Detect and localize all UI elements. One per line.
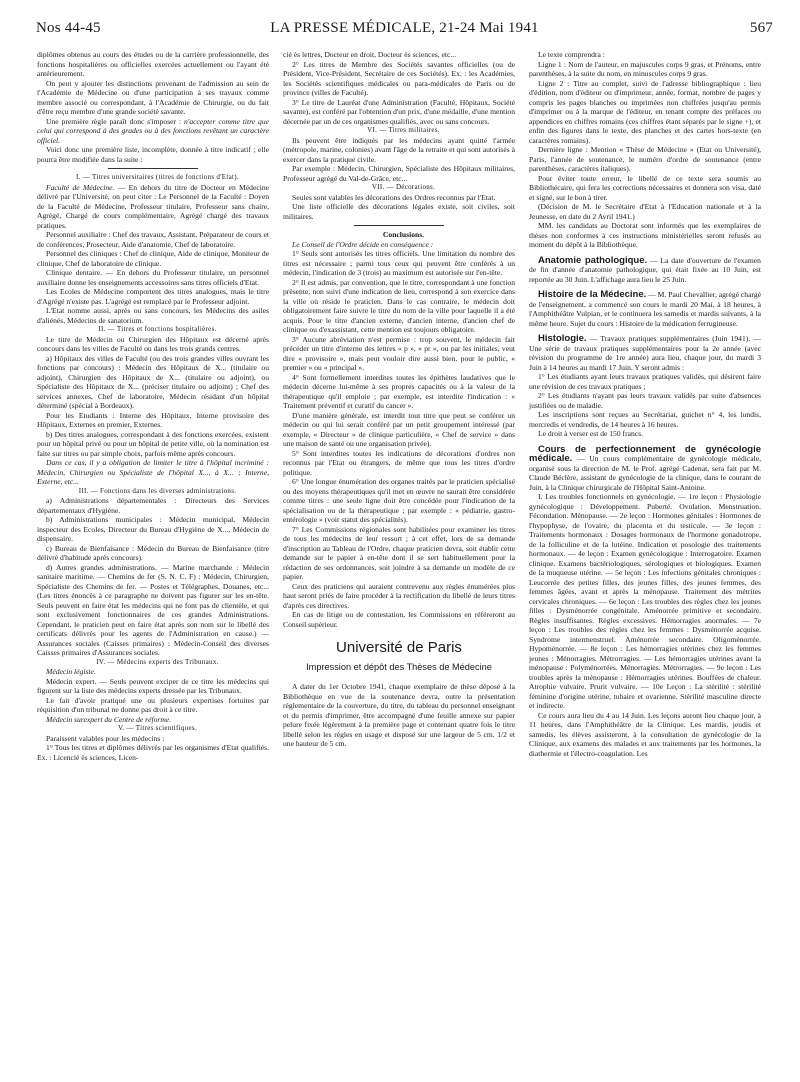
paragraph: 1° Tous les titres et diplômes délivrés par les organismes d'Etat qualifiés. Ex. : Licencié ès sciences, Licen- <box>37 743 269 762</box>
journal-title: LA PRESSE MÉDICALE, 21-24 Mai 1941 <box>270 20 539 36</box>
section-heading: V. — Titres scientifiques. <box>117 724 198 732</box>
paragraph: Médecin surexpert du Centre de réforme. <box>46 714 172 724</box>
paragraph: L'Etat nomme aussi, après ou sans concours, les Médecins des asiles d'aliénés, Médecins de sanatorium. <box>37 306 269 325</box>
paragraph: MM. les candidats au Doctorat sont informés que les exemplaires de thèses non conformes à ces instructions ministérielles seront refusés au moment du dépôt à la Bibliothèque. <box>529 221 761 249</box>
page-number: 567 <box>749 20 773 36</box>
paragraph: Dernière ligne : Mention « Thèse de Médecine » (Etat ou Université), Paris, l'année de soutenance, le numéro d'ordre de soutenance (entre parenthèses, caractères italiques). <box>529 145 761 173</box>
paragraph: Le Conseil de l'Ordre décide en conséquence : <box>292 239 434 249</box>
column-middle <box>283 50 515 749</box>
paragraph: I. Les troubles fonctionnels en gynécologie. — 1re leçon : Physiologie gynécologique : Développement. Puberté. Ovulation. Menstruation. Fécondation. Ménopause. — 2e leçon : Hormones génitales : Hormones de l'hypophyse, de l'ovaire, du placenta et du testicule. — 3e leçon : Traitements hormonaux : Dosages hormonaux de l'hormone gonadotrope, de la folliculine et de la lutéine. Indication et posologie des traitements hormonaux. — 4e leçon : Examen gynécologique : Interrogatoire. Examen clinique. Examens bactériologiques, sérologiques et biologiques. Examen de la muqueuse utérine. — 5e leçon : Les infections génitales chroniques : Leucorrée des petites filles, des jeunes filles, des jeunes femmes, des femmes âgées, avant et après la ménopause. Traitement des métrites cervicales chroniques. — 6e leçon : Les troubles des règles chez les jeunes filles : Dysménorrée congénitale. Aménorrée primitive et secondaire. Règles insuffisantes. Règles excessives. Hémorragies anormales. — 7e leçon : Les troubles des règles chez les femmes : Dysménorrée acquise. Syndrome intermenstruel. Aménorrée secondaire. Oligoménorrée. Hypoménorrée. — 8e leçon : Les hémorragies utérines chez les femmes jeunes : Ménorragies. Métrorragies. — Les hémorragies utérines avant la ménopause : Polyménorrées. Ménorragies. Métrorragies. — 9e leçon : Les troubles après la ménopause : Hémorragies utérines. Bouffées de chaleur. Atrophie vulvaire. Prurit vulvaire. — 10e Leçon : La stérilité : stérilité féminine d'origine utérine, tubaire et ovarienne. Stérilité masculine directe et indirecte. <box>529 492 761 710</box>
paragraph: Le fait d'avoir pratiqué une ou plusieurs expertises fortuites par réquisition d'un tribunal ne donne pas droit à ce titre. <box>37 695 269 714</box>
paragraph: 2° Les titres de Membre des Sociétés savantes officielles (ou de Président, Vice-Président, Secrétaire de ces Sociétés). Ex. : les Académies, les Sociétés scientifiques médicales ou para-médicales de Paris ou de province (villes de Faculté). <box>283 59 515 97</box>
paragraph: b) Administrations municipales : Médecin municipal, Médecin inspecteur des Ecoles, Directeur du Bureau d'Hygiène de X..., Médecin de dispensaire. <box>37 515 269 543</box>
paragraph: cié ès lettres, Docteur en droit, Docteur ès sciences, etc... <box>283 50 457 59</box>
paragraph: Paraissent valables pour les médecins : <box>46 733 165 743</box>
paragraph: 7° Les Commissions régionales sont habilitées pour examiner les titres de tous les médecins de leur ressort ; à cet effet, lors de sa demande d'inscription au Tableau de l'Ordre, chaque praticien devra, soit établir cette demande sur le papier à en-tête dont il se sert habituellement pour la rédaction de ses ordonnances, soit joindre à sa demande un modèle de ce papier. <box>283 524 515 581</box>
conclusions-heading: Conclusions. <box>382 230 425 239</box>
paragraph: 1° Les étudiants ayant leurs travaux pratiques validés, qui désirent faire une révision de ces travaux pratiques ; <box>529 372 761 391</box>
paragraph: c) Bureau de Bienfaisance : Médecin du Bureau de Bienfaisance (titre délivré d'habitude après concours). <box>37 543 269 562</box>
paragraph: diplômes obtenus au cours des études ou de la carrière professionnelle, des fonctions hospitalières ou officielles exercées actuellement ou l'ayant été antérieurement. <box>37 50 269 78</box>
section-heading: IV. — Médecins experts des Tribunaux. <box>96 657 219 666</box>
paragraph: Une première règle paraît donc s'imposer : n'accepter comme titre que celui qui correspond à des grades ou à des fonctions revêtant un caractère officiel. <box>37 116 269 145</box>
paragraph: Personnel des cliniques : Chef de clinique, Aide de clinique, Moniteur de clinique, Chef de laboratoire de clinique. <box>37 249 269 268</box>
paragraph: 2° Il est admis, par convention, que le titre, correspondant à une fonction présente, non suivi d'une indication de lieu, correspond à son exercice dans la ville où réside le praticien. Dans le cas contraire, le médecin doit obligatoirement faire suivre le titre du nom de la ville pour laquelle il a été acquis. Pour le titre d'ancien externe, d'ancien interne, d'ancien chef de clinique ou d'exassistant, cette mention est toujours obligatoire. <box>283 277 515 334</box>
paragraph: Ligne 1 : Nom de l'auteur, en majuscules corps 9 gras, et Prénoms, entre parenthèses, à la suite du nom, en minuscules corps 9 gras. <box>529 59 761 78</box>
paragraph: Voici donc une première liste, incomplète, donnée à titre indicatif ; elle pourra être modifiée dans la suite : <box>37 145 269 164</box>
section-heading: I. — Titres universitaires (titres de fonctions d'Etat). <box>76 173 239 181</box>
paragraph: Médecin expert. — Seuls peuvent exciper de ce titre les médecins qui figurent sur la liste des médecins experts dressée par les Tribunaux. <box>37 676 269 695</box>
section-heading: VII. — Décorations. <box>371 183 436 191</box>
paragraph: a) Hôpitaux des villes de Faculté (ou des trois grandes villes ouvrant les fonctions par concours) : Médecin des Hôpitaux de X... (titulaire ou adjoint), Chirurgien des Hôpitaux de X... (titulaire ou adjoint), ou Spécialiste des Hôpitaux de X... (préciser titulaire ou adjoint) ; Chef des services annexes, Chef de laboratoire, Médecin résidant d'un hôpital déterminé (spécial à Bordeaux). <box>37 353 269 410</box>
gynecologie-entry: Cours de perfectionnement de gynécologie médicale. — Un cours complémentaire de gynécologie médicale, organisé sous la direction de M. le Prof. agrégé Cadenat, sera fait par M. Claude Béclère, assistant de gynécologie de la clinique, dans le courant de Juin, à la Clinique chirurgicale de l'Hôpital Saint-Antoine. <box>529 443 761 492</box>
paragraph: 1° Seuls sont autorisés les titres officiels. Une limitation du nombre des titres est nécessaire ; parmi tous ceux qui peuvent être conférés à un médecin, l'indication de 3 (trois) au maximum est autorisée sur l'en-tête. <box>283 249 515 277</box>
theses-subheading: Impression et dépôt des Thèses de Médecine <box>306 661 492 672</box>
divider <box>108 168 198 169</box>
paragraph: Pour les Etudiants : Interne des Hôpitaux, Interne provisoire des Hôpitaux, Externes en premier, Externes. <box>37 410 269 429</box>
section-heading: VI. — Titres militaires. <box>367 126 440 134</box>
paragraph: Médecin légiste. <box>46 667 96 676</box>
paragraph: 2° Les étudiants n'ayant pas leurs travaux validés par suite d'absences justifiées ou de maladie. <box>529 391 761 410</box>
paragraph: Ceux des praticiens qui auraient contrevenu aux règles énumérées plus haut seront priés de faire procéder à la rectification du libellé de leurs titres d'après ces directives. <box>283 581 515 610</box>
anatomie-entry: Anatomie pathologique. — La date d'ouverture de l'examen de fin d'année d'anatomie pathologique, qui était fixée au 10 Juin, est reportée au 30 Juin. L'affichage aura lieu le 25 Juin. <box>529 254 761 284</box>
paragraph: Ils peuvent être indiqués par les médecins ayant quitté l'armée (métropole, marine, colonies) avant l'âge de la retraite et qui sont autorisés à exercer dans la pratique civile. <box>283 135 515 164</box>
paragraph: Les inscriptions sont reçues au Secrétariat, guichet n° 4, les lundis, mercredis et vendredis, de 14 heures à 16 heures. <box>529 410 761 429</box>
paragraph: Pour éviter toute erreur, le libellé de ce texte sera soumis au Bibliothécaire, qui fera les corrections nécessaires et donnera son visa, daté et signé, sur le bon à tirer. <box>529 173 761 202</box>
column-right <box>529 50 761 758</box>
paragraph: 3° Aucune abréviation n'est permise : trop souvent, le médecin fait précéder un titre d'interne des lettres « p », « pr », ou par les initiales, veut dire « provisoire », mais peut vouloir dire aussi bien, pour le public, « premier » ou « principal ». <box>283 334 515 372</box>
paragraph: 4° Sont formellement interdites toutes les épithètes laudatives que le médecin décerne lui-même à ses propres capacités ou à la valeur de la thérapeutique qu'il emploie ; par exemple, est interdite l'indication : « Traitement préventif et curatif du cancer ». <box>283 372 515 410</box>
section-heading: II. — Titres et fonctions hospitalières. <box>98 325 217 333</box>
page-header <box>36 20 773 40</box>
section-heading: III. — Fonctions dans les diverses administrations. <box>78 486 237 495</box>
paragraph: A dater du 1er Octobre 1941, chaque exemplaire de thèse déposé à la Bibliothèque en vue de la soutenance devra, outre la présentation réglementaire de la couverture, du titre, du tableau du personnel enseignant et du permis d'imprimer, être accompagné d'une feuille annexe sur papier pelure fixée légèrement à la première page et contenant quatre fois le titre libellé selon les règles en usage et disposé sur une largeur de 5 cm. 1/2 et une hauteur de 5 cm. <box>283 682 515 748</box>
paragraph: Le texte comprendra : <box>538 50 605 59</box>
university-heading: Université de Paris <box>336 639 462 656</box>
paragraph: En cas de litige ou de contestation, les Commissions en référeront au Conseil supérieur. <box>283 610 515 629</box>
paragraph: Ce cours aura lieu du 4 au 14 Juin. Les leçons auront lieu chaque jour, à 11 heures, dans l'Amphithéâtre de la Clinique. Les mardis, jeudis et samedis, les élèves assisteront, à la consultation de gynécologie de la Clinique, aux examens des malades et aux traitements par les hormones, la diathermie et l'électro-coagulation. Les <box>529 710 761 758</box>
paragraph: b) Des titres analogues, correspondant à des fonctions exercées, existent pour un hôpital privé ou pour un hôpital de petite ville, où la nomination est faite sur titres ou par simple choix, parfois même après concours. <box>37 429 269 458</box>
paragraph: Personnel auxiliaire : Chef des travaux, Assistant, Préparateur de cours et de conférences, Prosecteur, Aide d'anatomie, Chef de laboratoire. <box>37 230 269 249</box>
paragraph: Clinique dentaire. — En dehors du Professeur titulaire, un personnel auxiliaire donne les enseignements accessoires sans titres officiels d'Etat. <box>37 268 269 287</box>
paragraph: Le titre de Médecin ou Chirurgien des Hôpitaux est décerné après concours dans les villes de Faculté ou dans les trois grands centres. <box>37 334 269 353</box>
paragraph: Dans ce cas, il y a obligation de limiter le titre à l'hôpital incriminé : Médecin, Chirurgien ou Spécialiste de l'hôpital X..., à X... ; Interne, Externe, etc... <box>37 458 269 486</box>
paragraph: On peut y ajouter les distinctions provenant de l'admission au sein de l'Académie de Médecine ou d'une participation à ses travaux comme membre associé ou correspondant, à l'Académie de Chirurgie, ou du fait d'être reçu membre d'une grande société savante. <box>37 78 269 116</box>
paragraph: Une liste officielle des décorations légales existe, soit civiles, soit militaires. <box>283 202 515 221</box>
paragraph: D'une manière générale, est interdit tout titre que peut se conférer un médecin ou qui lui serait conféré par un petit groupement intéressé (par exemple, « Directeur » de clinique particulière, « Chef de service » dans une maison de santé ou une organisation privée). <box>283 410 515 448</box>
paragraph: (Décision de M. le Secrétaire d'Etat à l'Education nationale et à la Jeunesse, en date du 2 Avril 1941.) <box>529 202 761 221</box>
paragraph: Par exemple : Médecin, Chirurgien, Spécialiste des Hôpitaux militaires, Professeur agrégé du Val-de-Grâce, etc... <box>283 164 515 183</box>
paragraph: Les Ecoles de Médecine comportent des titres analogues, mais le titre d'Agrégé n'existe pas. L'agrégé est remplacé par le Professeur adjoint. <box>37 287 269 306</box>
paragraph: Seules sont valables les décorations des Ordres reconnus par l'Etat. <box>292 192 496 202</box>
histologie-entry: Histologie. — Travaux pratiques supplémentaires (Juin 1941). — Une série de travaux pratiques supplémentaires pour la 2e année (avec révision du programme de 1re année) aura lieu, chaque jour, du mardi 3 Juin à 14 heures au mardi 17 Juin. Y seront admis : <box>529 333 761 372</box>
issue-number: Nos 44-45 <box>36 20 101 36</box>
divider <box>354 225 444 226</box>
paragraph: 3° Le titre de Lauréat d'une Administration (Faculté, Hôpitaux, Société savante), est conféré par l'obtention d'un prix, d'une médaille, d'une mention décernée par un de ces organismes qualifiés, avec ou sans concours. <box>283 97 515 126</box>
paragraph: Ligne 2 : Titre au complet, suivi de l'adresse bibliographique : lieu d'édition, nom d'éditeur ou d'imprimeur, année, format, nombre de pages y compris les pages blanches ou imprimées non chiffrées jusqu'au permis d'imprimer ou à la marque de l'éditeur, en tenant compte des préfaces ou appendices en chiffres romains (ces chiffres étant séparés par le signe +), et enfin des figures dans le texte, des planches et des cartes hors-texte (en caractères romains). <box>529 78 761 145</box>
column-left <box>37 50 269 762</box>
paragraph: 5° Sont interdites toutes les indications de décorations d'ordres non reconnus par l'Etat ou étrangers, de même que tous les titres d'ordre politique. <box>283 448 515 477</box>
paragraph: d) Autres grandes administrations. — Marine marchande : Médecin sanitaire maritime. — Chemins de fer (S. N. C. F) : Médecin, Chirurgien, Spécialiste des Chemins de fer. — Postes et Télégraphes, Douanes, etc... (Les titres énoncés à ce paragraphe ne doivent pas figurer sur les en-tête. Seuls peuvent en faire état les médecins qui ne font pas de clientèle, et qui sont exclusivement fonctionnaires de ces grandes Administrations. Cependant, le praticien peut en faire état après son nom sur le libellé des certificats délivrés pour les agents de l'Administration en cause.) — Assurances sociales (Caisses primaires) : Médecin-Conseil des diverses Caisses primaires d'Assurances sociales. <box>37 562 269 657</box>
paragraph: a) Administrations départementales : Directeurs des Services départementaux d'Hygiène. <box>37 496 269 515</box>
histoire-entry: Histoire de la Médecine. — M. Paul Chevallier, agrégé chargé de l'enseignement, a commencé son cours le mardi 20 Mai, à 18 heures, à l'Amphithéâtre Vulpian, et le continuera les samedis et mardis suivants, à la même heure. Sujet du cours : Histoire de la médication ferrugineuse. <box>529 289 761 328</box>
paragraph: Faculté de Médecine. — En dehors du titre de Docteur en Médecine délivré par l'Université, on peut citer : Le Personnel de la Faculté : Doyen de la Faculté de Médecine, Professeur titulaire, Professeur sans chaire, Agrégé, Chargé de cours complémentaire, Agrégé chargé des travaux pratiques. <box>37 182 269 230</box>
paragraph: 6° Une longue énumération des organes traités par le praticien spécialisé ou des moyens thérapeutiques qu'il met en œuvre ne saurait être considérée comme titres : une seule ligne doit être concédée pour l'indication de la spécialisation ou de la thérapeutique ; par exemple : « pédiatrie, gastro-entérologie » (voir statut des spécialités). <box>283 477 515 524</box>
paragraph: Le droit à verser est de 150 francs. <box>538 429 644 438</box>
